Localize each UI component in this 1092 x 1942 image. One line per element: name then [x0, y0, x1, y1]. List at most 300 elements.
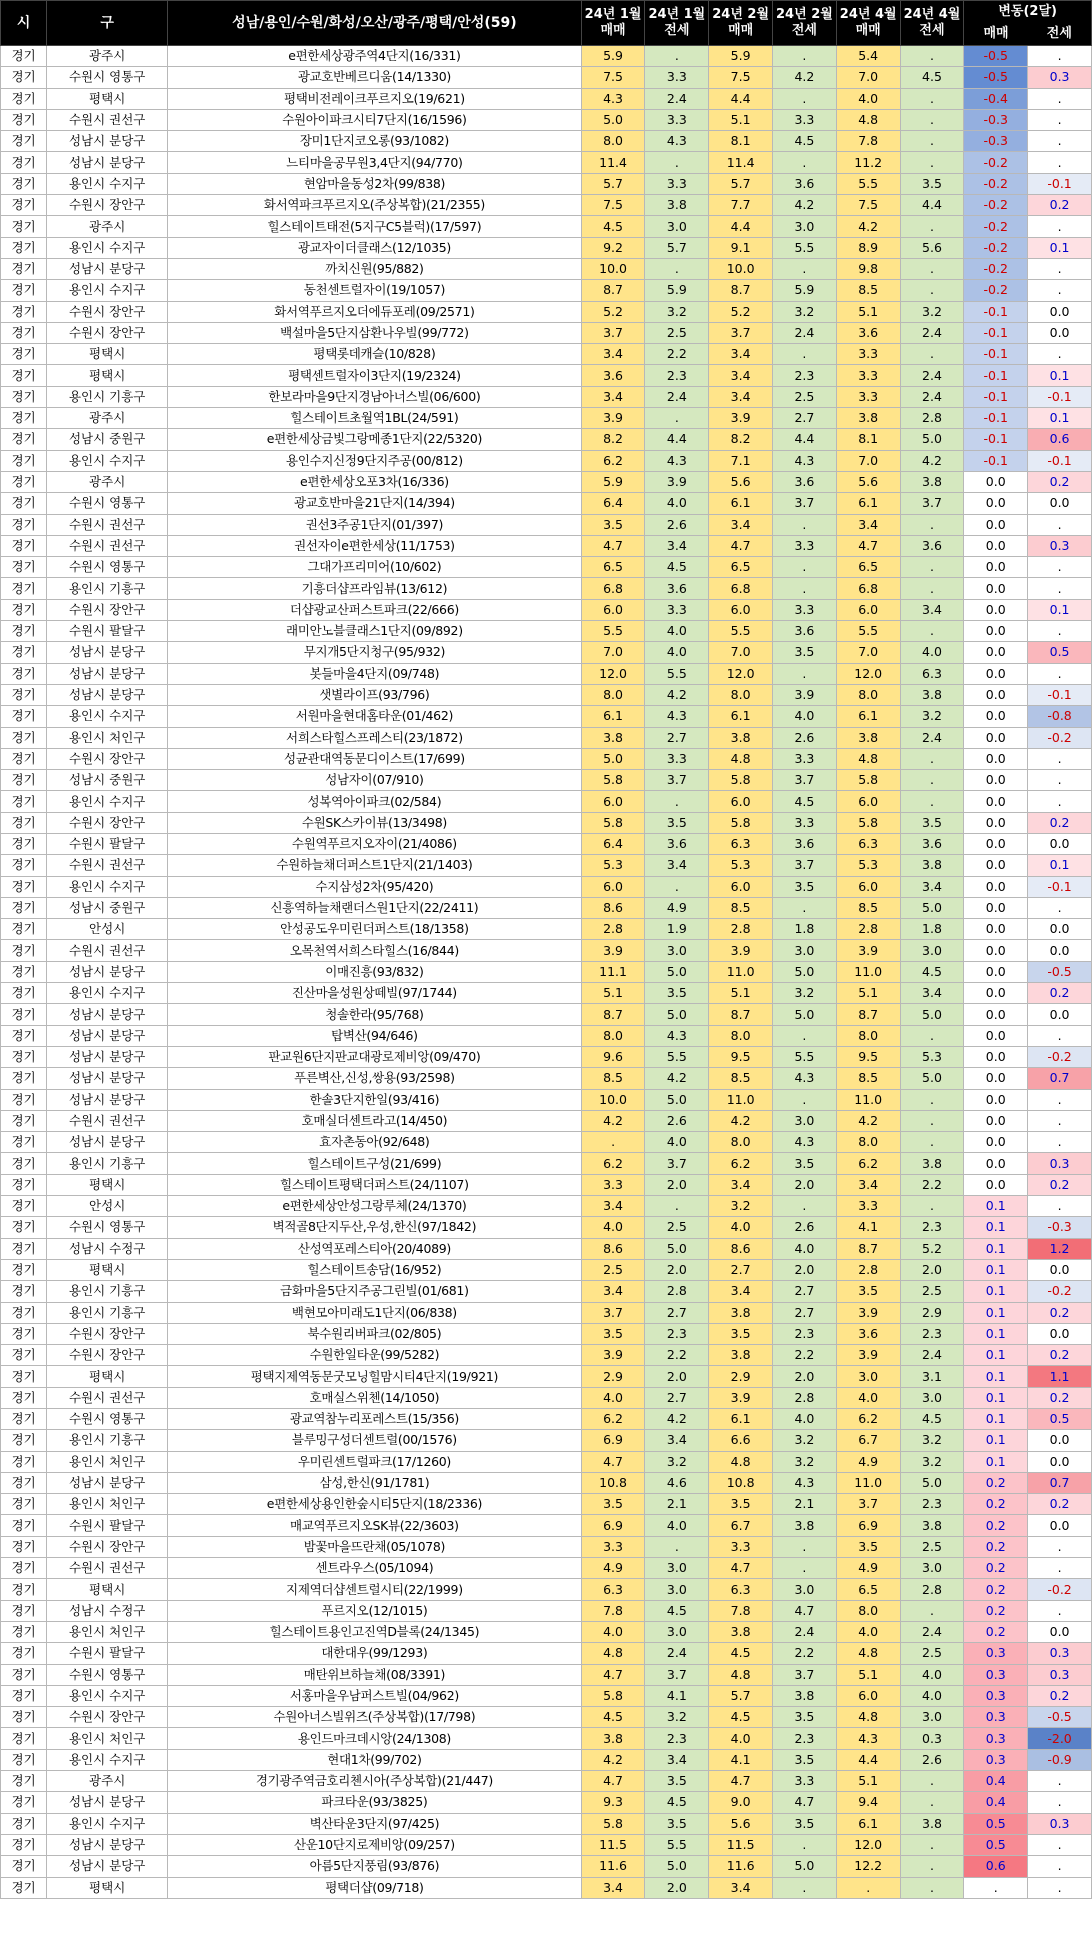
cell-change-sale: 0.3: [964, 1749, 1028, 1770]
cell-jan-sale: 8.7: [581, 1004, 645, 1025]
cell-change-jeonse: .: [1028, 663, 1092, 684]
cell-feb-jeonse: 3.3: [773, 1771, 837, 1792]
cell-feb-jeonse: 3.7: [773, 1664, 837, 1685]
cell-gu: 성남시 분당구: [47, 1792, 168, 1813]
cell-jan-jeonse: 3.0: [645, 1621, 709, 1642]
cell-complex-name: 매탄위브하늘채(08/3391): [168, 1664, 582, 1685]
cell-feb-sale: 8.1: [709, 131, 773, 152]
cell-feb-jeonse: 5.0: [773, 961, 837, 982]
cell-complex-name: 용인드마크데시앙(24/1308): [168, 1728, 582, 1749]
cell-apr-sale: 3.9: [836, 1302, 900, 1323]
cell-complex-name: 성남자이(07/910): [168, 770, 582, 791]
cell-si: 경기: [1, 1387, 47, 1408]
cell-apr-sale: 4.8: [836, 748, 900, 769]
cell-change-jeonse: .: [1028, 748, 1092, 769]
table-row: [1, 258, 1092, 279]
cell-gu: 안성시: [47, 1196, 168, 1217]
cell-change-jeonse: .: [1028, 1856, 1092, 1877]
cell-apr-jeonse: 2.5: [900, 1536, 964, 1557]
cell-complex-name: 평택센트럴자이3단지(19/2324): [168, 365, 582, 386]
cell-complex-name: 수지삼성2차(95/420): [168, 876, 582, 897]
cell-jan-sale: 3.7: [581, 1302, 645, 1323]
cell-feb-sale: 3.3: [709, 1536, 773, 1557]
table-row: [1, 897, 1092, 918]
cell-complex-name: 수원SK스카이뷰(13/3498): [168, 812, 582, 833]
cell-jan-sale: 4.7: [581, 1664, 645, 1685]
cell-feb-sale: 4.5: [709, 1707, 773, 1728]
cell-complex-name: 산성역포레스티아(20/4089): [168, 1238, 582, 1259]
cell-feb-sale: 5.5: [709, 621, 773, 642]
cell-change-sale: 0.3: [964, 1664, 1028, 1685]
table-row: [1, 1515, 1092, 1536]
cell-jan-jeonse: 2.3: [645, 365, 709, 386]
table-row: [1, 1387, 1092, 1408]
cell-apr-jeonse: .: [900, 557, 964, 578]
cell-apr-jeonse: 3.6: [900, 535, 964, 556]
table-row: [1, 88, 1092, 109]
header-change-sale: 매매: [983, 26, 1009, 41]
cell-jan-jeonse: 4.4: [645, 429, 709, 450]
cell-jan-sale: 4.0: [581, 1621, 645, 1642]
cell-jan-jeonse: 2.6: [645, 514, 709, 535]
cell-apr-jeonse: 3.2: [900, 1430, 964, 1451]
cell-change-sale: 0.0: [964, 983, 1028, 1004]
cell-change-jeonse: 0.0: [1028, 919, 1092, 940]
cell-change-jeonse: -0.2: [1028, 727, 1092, 748]
cell-jan-sale: 8.0: [581, 131, 645, 152]
cell-apr-sale: 4.2: [836, 216, 900, 237]
cell-si: 경기: [1, 1153, 47, 1174]
cell-jan-jeonse: 4.6: [645, 1472, 709, 1493]
cell-jan-jeonse: 4.0: [645, 1515, 709, 1536]
cell-feb-sale: 5.8: [709, 812, 773, 833]
cell-complex-name: 산운10단지로제비앙(09/257): [168, 1834, 582, 1855]
cell-change-sale: 0.3: [964, 1643, 1028, 1664]
cell-change-sale: 0.2: [964, 1558, 1028, 1579]
cell-change-sale: 0.1: [964, 1430, 1028, 1451]
cell-jan-sale: 6.0: [581, 791, 645, 812]
header-feb-sale: 24년 2월 매매: [709, 1, 773, 46]
cell-apr-sale: 6.0: [836, 791, 900, 812]
cell-gu: 수원시 권선구: [47, 1387, 168, 1408]
cell-change-sale: 0.0: [964, 663, 1028, 684]
cell-jan-sale: 2.5: [581, 1259, 645, 1280]
cell-change-jeonse: -0.5: [1028, 1707, 1092, 1728]
cell-feb-sale: 7.7: [709, 195, 773, 216]
table-row: [1, 493, 1092, 514]
cell-jan-jeonse: 4.5: [645, 557, 709, 578]
cell-si: 경기: [1, 642, 47, 663]
cell-feb-sale: 8.6: [709, 1238, 773, 1259]
cell-gu: 성남시 분당구: [47, 1834, 168, 1855]
cell-jan-jeonse: 3.5: [645, 1771, 709, 1792]
cell-jan-jeonse: 5.0: [645, 1856, 709, 1877]
cell-si: 경기: [1, 1323, 47, 1344]
cell-feb-sale: 3.4: [709, 514, 773, 535]
cell-feb-jeonse: .: [773, 1196, 837, 1217]
cell-jan-jeonse: 4.2: [645, 684, 709, 705]
cell-gu: 용인시 기흥구: [47, 578, 168, 599]
cell-apr-jeonse: .: [900, 258, 964, 279]
cell-si: 경기: [1, 1110, 47, 1131]
cell-gu: 수원시 장안구: [47, 748, 168, 769]
cell-complex-name: 진산마을성원상떼빌(97/1744): [168, 983, 582, 1004]
cell-change-sale: 0.0: [964, 1025, 1028, 1046]
cell-change-sale: 0.0: [964, 897, 1028, 918]
cell-apr-sale: 8.7: [836, 1004, 900, 1025]
cell-change-jeonse: 0.7: [1028, 1472, 1092, 1493]
cell-si: 경기: [1, 1856, 47, 1877]
cell-gu: 용인시 처인구: [47, 1621, 168, 1642]
cell-change-sale: 0.1: [964, 1238, 1028, 1259]
cell-apr-sale: 8.5: [836, 897, 900, 918]
cell-gu: 성남시 수정구: [47, 1600, 168, 1621]
cell-complex-name: 무지개5단지청구(95/932): [168, 642, 582, 663]
cell-gu: 성남시 수정구: [47, 1238, 168, 1259]
cell-jan-jeonse: 3.3: [645, 67, 709, 88]
cell-gu: 용인시 수지구: [47, 237, 168, 258]
cell-feb-jeonse: 3.9: [773, 684, 837, 705]
cell-feb-jeonse: 3.6: [773, 173, 837, 194]
cell-apr-sale: 12.0: [836, 1834, 900, 1855]
cell-apr-jeonse: 3.2: [900, 301, 964, 322]
table-row: [1, 983, 1092, 1004]
cell-jan-jeonse: 3.9: [645, 471, 709, 492]
cell-change-jeonse: 0.1: [1028, 408, 1092, 429]
cell-feb-sale: 4.8: [709, 1451, 773, 1472]
cell-feb-jeonse: 3.8: [773, 1685, 837, 1706]
header-change-title: 변동(2달): [998, 4, 1057, 19]
cell-feb-sale: 12.0: [709, 663, 773, 684]
cell-feb-sale: 6.3: [709, 833, 773, 854]
cell-change-sale: 0.1: [964, 1196, 1028, 1217]
cell-feb-sale: 8.7: [709, 280, 773, 301]
cell-gu: 성남시 분당구: [47, 1472, 168, 1493]
cell-feb-jeonse: 2.8: [773, 1387, 837, 1408]
cell-jan-jeonse: 2.2: [645, 344, 709, 365]
cell-si: 경기: [1, 365, 47, 386]
cell-gu: 용인시 수지구: [47, 791, 168, 812]
cell-feb-sale: 9.0: [709, 1792, 773, 1813]
cell-gu: 수원시 장안구: [47, 812, 168, 833]
cell-change-jeonse: 0.3: [1028, 1643, 1092, 1664]
cell-gu: 평택시: [47, 365, 168, 386]
cell-jan-sale: 7.0: [581, 642, 645, 663]
cell-apr-jeonse: .: [900, 791, 964, 812]
table-row: [1, 301, 1092, 322]
cell-feb-sale: 4.1: [709, 1749, 773, 1770]
cell-apr-jeonse: .: [900, 46, 964, 67]
cell-apr-sale: 4.8: [836, 1643, 900, 1664]
cell-apr-sale: 3.3: [836, 1196, 900, 1217]
table-row: [1, 1813, 1092, 1834]
cell-feb-jeonse: 3.0: [773, 1110, 837, 1131]
cell-gu: 광주시: [47, 408, 168, 429]
header-change: [964, 1, 1092, 46]
cell-jan-sale: 5.0: [581, 748, 645, 769]
cell-feb-sale: 8.0: [709, 1132, 773, 1153]
cell-apr-jeonse: 2.2: [900, 1174, 964, 1195]
cell-feb-jeonse: .: [773, 897, 837, 918]
cell-feb-jeonse: 5.9: [773, 280, 837, 301]
cell-jan-sale: 8.5: [581, 1068, 645, 1089]
cell-feb-sale: 4.7: [709, 1558, 773, 1579]
cell-complex-name: 이매진흥(93/832): [168, 961, 582, 982]
cell-si: 경기: [1, 1664, 47, 1685]
cell-si: 경기: [1, 1089, 47, 1110]
cell-apr-jeonse: 2.3: [900, 1494, 964, 1515]
cell-apr-sale: 4.4: [836, 1749, 900, 1770]
cell-feb-jeonse: 2.2: [773, 1345, 837, 1366]
cell-feb-sale: 8.5: [709, 897, 773, 918]
cell-jan-sale: 3.4: [581, 1196, 645, 1217]
table-row: [1, 919, 1092, 940]
cell-apr-sale: 6.2: [836, 1153, 900, 1174]
cell-change-sale: 0.0: [964, 557, 1028, 578]
cell-gu: 평택시: [47, 344, 168, 365]
table-row: [1, 109, 1092, 130]
cell-jan-jeonse: 4.1: [645, 1685, 709, 1706]
cell-gu: 용인시 수지구: [47, 876, 168, 897]
cell-complex-name: 봇들마을4단지(09/748): [168, 663, 582, 684]
cell-jan-sale: 5.9: [581, 471, 645, 492]
cell-apr-sale: 5.4: [836, 46, 900, 67]
cell-change-sale: 0.0: [964, 706, 1028, 727]
cell-apr-jeonse: 3.8: [900, 1153, 964, 1174]
cell-change-jeonse: .: [1028, 88, 1092, 109]
cell-gu: 수원시 팔달구: [47, 1515, 168, 1536]
cell-change-jeonse: .: [1028, 557, 1092, 578]
table-row: [1, 1132, 1092, 1153]
cell-change-jeonse: 0.1: [1028, 237, 1092, 258]
cell-si: 경기: [1, 344, 47, 365]
table-row: [1, 1238, 1092, 1259]
cell-apr-sale: 3.6: [836, 1323, 900, 1344]
cell-change-jeonse: .: [1028, 258, 1092, 279]
cell-feb-sale: 4.0: [709, 1728, 773, 1749]
cell-jan-sale: 11.1: [581, 961, 645, 982]
cell-feb-jeonse: 4.3: [773, 1068, 837, 1089]
cell-gu: 용인시 수지구: [47, 280, 168, 301]
cell-feb-sale: 6.0: [709, 876, 773, 897]
cell-complex-name: 북수원리버파크(02/805): [168, 1323, 582, 1344]
cell-change-sale: 0.3: [964, 1685, 1028, 1706]
cell-feb-sale: 5.7: [709, 173, 773, 194]
cell-apr-sale: 6.0: [836, 599, 900, 620]
cell-jan-jeonse: 2.3: [645, 1323, 709, 1344]
cell-gu: 수원시 권선구: [47, 1110, 168, 1131]
cell-apr-jeonse: 3.1: [900, 1366, 964, 1387]
cell-apr-sale: 3.0: [836, 1366, 900, 1387]
cell-feb-jeonse: 3.6: [773, 621, 837, 642]
cell-change-jeonse: 0.0: [1028, 1515, 1092, 1536]
cell-gu: 용인시 처인구: [47, 1728, 168, 1749]
cell-feb-jeonse: 4.0: [773, 706, 837, 727]
cell-apr-jeonse: 3.0: [900, 1707, 964, 1728]
table-row: [1, 195, 1092, 216]
table-row: [1, 1345, 1092, 1366]
table-row: [1, 322, 1092, 343]
cell-change-sale: -0.2: [964, 195, 1028, 216]
cell-apr-sale: 3.3: [836, 365, 900, 386]
cell-gu: 수원시 영통구: [47, 557, 168, 578]
cell-si: 경기: [1, 152, 47, 173]
cell-gu: 성남시 분당구: [47, 131, 168, 152]
cell-apr-sale: 7.0: [836, 450, 900, 471]
cell-jan-jeonse: .: [645, 408, 709, 429]
cell-jan-jeonse: 3.4: [645, 535, 709, 556]
cell-feb-jeonse: 3.5: [773, 876, 837, 897]
cell-change-sale: 0.2: [964, 1494, 1028, 1515]
cell-si: 경기: [1, 408, 47, 429]
cell-jan-jeonse: 3.0: [645, 1558, 709, 1579]
cell-si: 경기: [1, 727, 47, 748]
cell-change-sale: -0.2: [964, 280, 1028, 301]
cell-apr-sale: 8.5: [836, 1068, 900, 1089]
cell-gu: 용인시 수지구: [47, 983, 168, 1004]
cell-jan-sale: 3.9: [581, 408, 645, 429]
cell-change-jeonse: 0.5: [1028, 1409, 1092, 1430]
cell-apr-jeonse: 4.5: [900, 1409, 964, 1430]
cell-feb-sale: 4.2: [709, 1110, 773, 1131]
cell-jan-jeonse: 4.2: [645, 1409, 709, 1430]
cell-feb-jeonse: 2.1: [773, 1494, 837, 1515]
cell-jan-sale: 5.2: [581, 301, 645, 322]
cell-complex-name: 권선3주공1단지(01/397): [168, 514, 582, 535]
cell-feb-sale: 4.4: [709, 88, 773, 109]
cell-gu: 수원시 권선구: [47, 109, 168, 130]
cell-change-jeonse: 0.0: [1028, 833, 1092, 854]
cell-feb-sale: 6.8: [709, 578, 773, 599]
cell-gu: 광주시: [47, 46, 168, 67]
cell-complex-name: 성복역아이파크(02/584): [168, 791, 582, 812]
cell-jan-jeonse: .: [645, 1196, 709, 1217]
cell-gu: 수원시 장안구: [47, 1345, 168, 1366]
cell-complex-name: 경기광주역금호리첸시아(주상복합)(21/447): [168, 1771, 582, 1792]
cell-feb-sale: 5.6: [709, 1813, 773, 1834]
cell-apr-sale: 6.8: [836, 578, 900, 599]
table-row: [1, 173, 1092, 194]
cell-jan-sale: 8.0: [581, 1025, 645, 1046]
table-row: [1, 386, 1092, 407]
cell-jan-sale: 4.7: [581, 1451, 645, 1472]
cell-complex-name: 수원역푸르지오자이(21/4086): [168, 833, 582, 854]
cell-jan-jeonse: 5.0: [645, 961, 709, 982]
cell-jan-sale: 4.5: [581, 1707, 645, 1728]
cell-jan-jeonse: 3.4: [645, 1430, 709, 1451]
table-row: [1, 727, 1092, 748]
cell-complex-name: 기흥더샵프라임뷰(13/612): [168, 578, 582, 599]
cell-gu: 수원시 팔달구: [47, 833, 168, 854]
cell-gu: 성남시 분당구: [47, 152, 168, 173]
cell-feb-sale: 2.9: [709, 1366, 773, 1387]
cell-si: 경기: [1, 1430, 47, 1451]
table-row: [1, 46, 1092, 67]
cell-change-jeonse: -0.1: [1028, 450, 1092, 471]
cell-apr-sale: 11.0: [836, 1472, 900, 1493]
cell-feb-jeonse: .: [773, 1877, 837, 1898]
cell-change-jeonse: .: [1028, 344, 1092, 365]
cell-feb-sale: 6.6: [709, 1430, 773, 1451]
table-row: [1, 1259, 1092, 1280]
cell-jan-sale: 6.4: [581, 493, 645, 514]
cell-apr-sale: 6.9: [836, 1515, 900, 1536]
cell-complex-name: 아름5단지풍림(93/876): [168, 1856, 582, 1877]
cell-feb-jeonse: 4.7: [773, 1600, 837, 1621]
cell-apr-jeonse: 0.3: [900, 1728, 964, 1749]
cell-jan-sale: 6.8: [581, 578, 645, 599]
cell-change-jeonse: .: [1028, 109, 1092, 130]
cell-feb-sale: 8.7: [709, 1004, 773, 1025]
cell-gu: 수원시 영통구: [47, 1217, 168, 1238]
cell-feb-jeonse: 4.2: [773, 67, 837, 88]
cell-apr-sale: 3.8: [836, 408, 900, 429]
cell-apr-jeonse: .: [900, 578, 964, 599]
cell-change-jeonse: .: [1028, 1196, 1092, 1217]
cell-feb-jeonse: 2.5: [773, 386, 837, 407]
cell-feb-jeonse: .: [773, 578, 837, 599]
cell-complex-name: 용인수지신정9단지주공(00/812): [168, 450, 582, 471]
cell-complex-name: 더샵광교산퍼스트파크(22/666): [168, 599, 582, 620]
cell-apr-jeonse: 3.2: [900, 1451, 964, 1472]
cell-change-sale: 0.0: [964, 1046, 1028, 1067]
cell-change-sale: .: [964, 1877, 1028, 1898]
cell-feb-jeonse: 3.5: [773, 642, 837, 663]
cell-feb-jeonse: .: [773, 258, 837, 279]
cell-gu: 용인시 수지구: [47, 450, 168, 471]
cell-apr-jeonse: 3.8: [900, 1813, 964, 1834]
cell-jan-sale: .: [581, 1132, 645, 1153]
cell-si: 경기: [1, 770, 47, 791]
cell-jan-sale: 5.3: [581, 855, 645, 876]
cell-feb-sale: 4.7: [709, 1771, 773, 1792]
cell-feb-jeonse: 3.3: [773, 599, 837, 620]
cell-feb-jeonse: .: [773, 514, 837, 535]
cell-apr-sale: 11.0: [836, 961, 900, 982]
cell-jan-jeonse: 3.7: [645, 770, 709, 791]
cell-si: 경기: [1, 1643, 47, 1664]
cell-si: 경기: [1, 195, 47, 216]
cell-change-jeonse: -0.1: [1028, 684, 1092, 705]
cell-feb-jeonse: 2.4: [773, 1621, 837, 1642]
cell-gu: 성남시 분당구: [47, 1004, 168, 1025]
cell-gu: 평택시: [47, 1174, 168, 1195]
cell-si: 경기: [1, 258, 47, 279]
cell-feb-jeonse: .: [773, 663, 837, 684]
cell-si: 경기: [1, 983, 47, 1004]
cell-si: 경기: [1, 1068, 47, 1089]
cell-change-sale: 0.2: [964, 1579, 1028, 1600]
cell-si: 경기: [1, 1281, 47, 1302]
table-row: [1, 1834, 1092, 1855]
cell-gu: 성남시 중원구: [47, 897, 168, 918]
cell-jan-jeonse: 5.5: [645, 1046, 709, 1067]
cell-gu: 수원시 장안구: [47, 301, 168, 322]
cell-gu: 수원시 장안구: [47, 195, 168, 216]
cell-apr-jeonse: 3.8: [900, 471, 964, 492]
table-row: [1, 876, 1092, 897]
table-row: [1, 429, 1092, 450]
cell-feb-jeonse: 2.0: [773, 1259, 837, 1280]
cell-si: 경기: [1, 1834, 47, 1855]
cell-change-sale: 0.3: [964, 1707, 1028, 1728]
cell-si: 경기: [1, 1707, 47, 1728]
cell-complex-name: 힐스테이트용인고진역D블록(24/1345): [168, 1621, 582, 1642]
cell-apr-jeonse: 3.0: [900, 1387, 964, 1408]
cell-jan-jeonse: 4.5: [645, 1792, 709, 1813]
cell-apr-sale: 5.1: [836, 301, 900, 322]
cell-jan-jeonse: 3.7: [645, 1664, 709, 1685]
